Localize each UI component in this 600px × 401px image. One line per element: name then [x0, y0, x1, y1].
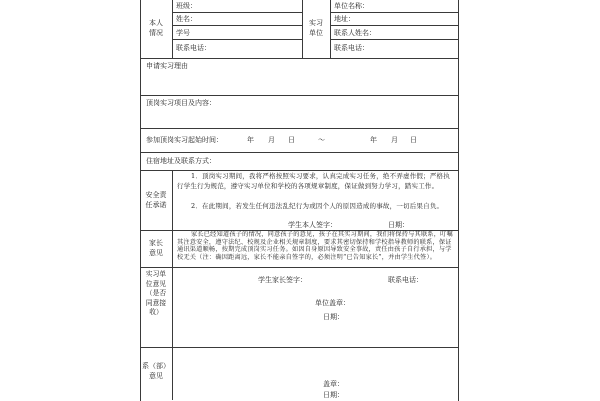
parent-sign-label: 学生家长签字： [258, 276, 307, 284]
end-day: 日 [410, 136, 417, 144]
safety-date-label: 日期： [388, 221, 409, 229]
student-id-label: 学号 [176, 29, 190, 37]
unit-section-label: 实习 单位 [309, 19, 323, 37]
rule [458, 0, 459, 401]
dept-opinion-section-label: 系（部） 意见 [142, 362, 170, 380]
unit-seal-label: 单位盖章： [315, 299, 350, 307]
rule [172, 0, 173, 58]
parent-phone-label: 联系电话： [388, 276, 423, 284]
rule [140, 152, 458, 153]
dept-seal-label: 盖章： [323, 380, 344, 388]
end-month: 月 [391, 136, 398, 144]
rule [172, 39, 302, 40]
rule [140, 58, 458, 59]
dept-date-label: 日期： [323, 391, 344, 399]
rule [140, 95, 458, 96]
personal-phone-label: 联系电话： [176, 44, 211, 52]
unit-contact-name-label: 联系人姓名： [334, 29, 376, 37]
rule [140, 267, 458, 268]
unit-opinion-section-label: 实习单 位意见 （是否 同意接 收） [145, 270, 167, 316]
parent-statement: 家长已经知道孩子的情况，同意孩子的意见，孩子在其实习期间，我们将保持与其联系，叮嘱其注意安全，遵守法纪、校规及企业相关规章制度，要求其密切保持和学校指导教师的联系，保证通讯渠道顺畅，按期完成顶岗实习任务。如因自身原因导致安全事故，责任由孩子自行承担，与学校无关（注：确因距离远，家长不能亲自签字的，必须注明“已告知家长”，并由学生代签）。 [177, 231, 453, 261]
start-year: 年 [247, 136, 254, 144]
rule [330, 39, 458, 40]
reason-label: 申请实习理由 [146, 62, 188, 70]
start-day: 日 [288, 136, 295, 144]
name-label: 姓名： [176, 15, 197, 23]
rule [172, 170, 173, 400]
rule [172, 25, 302, 26]
rule [172, 12, 302, 13]
rule [330, 12, 458, 13]
unit-phone-label: 联系电话： [334, 44, 369, 52]
period-separator: ～ [318, 136, 325, 144]
safety-section-label: 安全责 任承诺 [145, 191, 167, 209]
unit-date-label: 日期： [323, 313, 344, 321]
class-label: 班级： [176, 2, 197, 10]
parent-section-label: 家长 意见 [149, 239, 163, 257]
project-label: 顶岗实习项目及内容： [146, 99, 216, 107]
safety-clause-1: 1．顶岗实习期间，我将严格按照实习要求，认真完成实习任务，绝不弄虚作假；严格执行学生行为规范，遵守实习单位和学校的各项规章制度，保证做到努力学习，踏实工作。 [177, 172, 450, 190]
period-label: 参加顶岗实习起始时间： [146, 136, 223, 144]
unit-name-label: 单位名称： [334, 2, 369, 10]
rule [330, 25, 458, 26]
rule [140, 347, 458, 348]
rule [140, 170, 458, 171]
start-month: 月 [268, 136, 275, 144]
personal-section-label: 本人 情况 [149, 19, 163, 37]
end-year: 年 [370, 136, 377, 144]
residence-label: 住宿地址及联系方式： [146, 157, 216, 165]
rule [330, 0, 331, 58]
safety-clause-2: 2．在此期间，若发生任何违法乱纪行为或因个人的原因造成的事故，一切后果自负。 [191, 202, 444, 210]
unit-address-label: 地址： [334, 15, 355, 23]
student-sign-label: 学生本人签字： [288, 221, 337, 229]
rule [140, 128, 458, 129]
